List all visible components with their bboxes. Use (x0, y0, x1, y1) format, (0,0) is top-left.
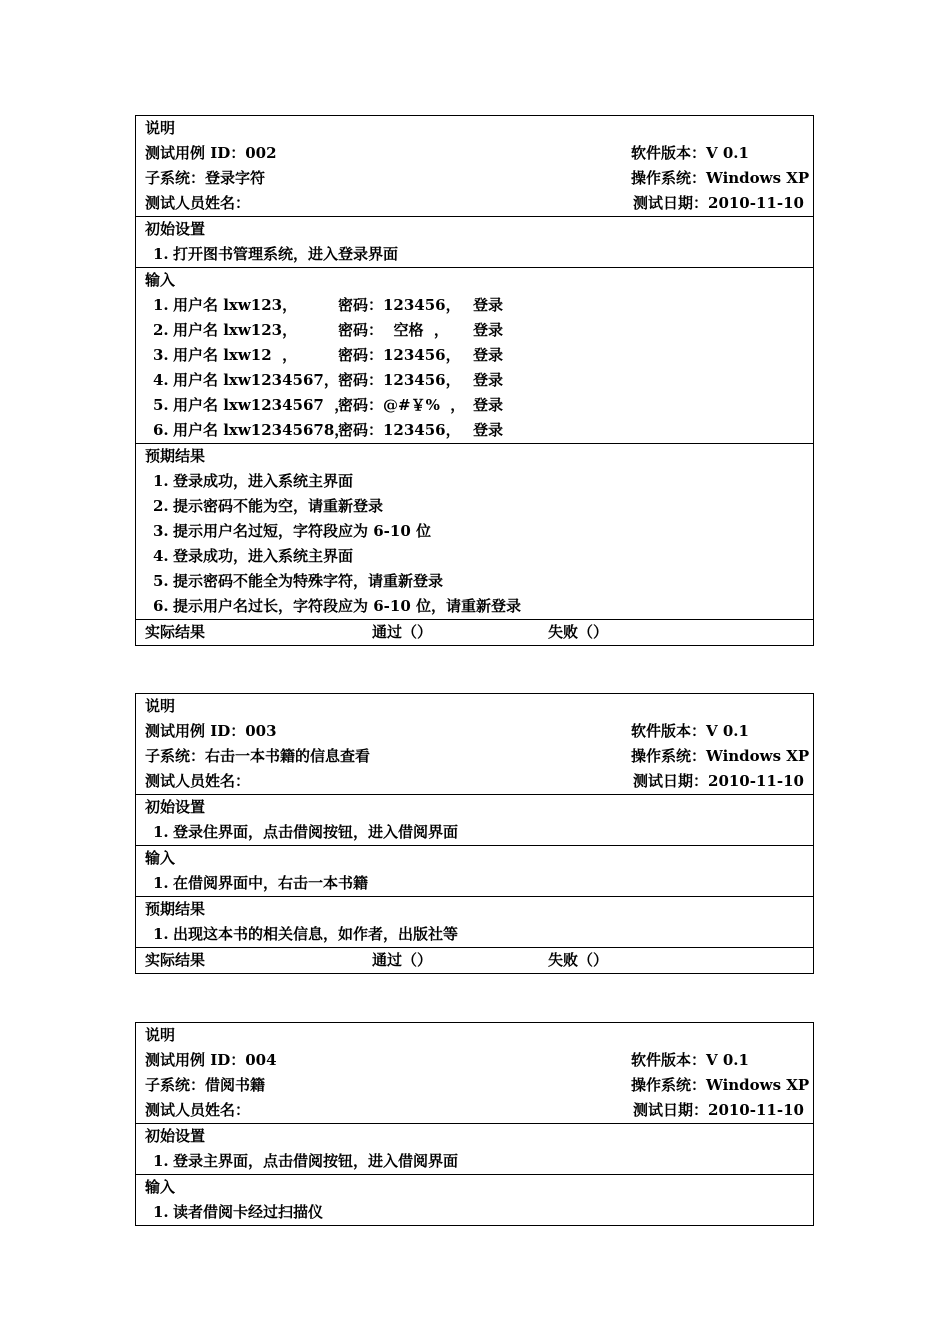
setup-section (136, 216, 813, 267)
input-action: 登录 (473, 371, 504, 389)
list-item: 1. 读者借阅卡经过扫描仪 (153, 1203, 324, 1221)
input-row: 2. 用户名 lxw123， 密码： 空格 ， 登录 (136, 318, 813, 343)
input-password: 密码：123456， (338, 296, 461, 314)
description-section (136, 116, 813, 216)
input-username: 用户名 lxw1234567， (173, 371, 339, 389)
list-item: 4. 登录成功，进入系统主界面 (153, 547, 354, 565)
subsystem: 子系统：登录字符 (145, 169, 266, 187)
software-version: 软件版本：V 0.1 (631, 722, 749, 740)
software-version: 软件版本：V 0.1 (631, 144, 749, 162)
actual-result-section (136, 619, 813, 645)
setup-section (136, 794, 813, 845)
section-title-description: 说明 (145, 119, 176, 137)
fail-checkbox[interactable]: 失败（） (548, 623, 609, 641)
list-item: 1. 登录成功，进入系统主界面 (153, 472, 354, 490)
section-title-input: 输入 (145, 1178, 176, 1196)
input-row: 1. 用户名 lxw123， 密码：123456， 登录 (136, 293, 813, 318)
tester-name: 测试人员姓名： (145, 194, 251, 212)
section-title-description: 说明 (145, 697, 176, 715)
actual-result-section (136, 947, 813, 973)
operating-system: 操作系统：Windows XP (631, 1076, 810, 1094)
list-item: 1. 打开图书管理系统，进入登录界面 (153, 245, 399, 263)
section-title-setup: 初始设置 (145, 1127, 206, 1145)
test-date: 测试日期：2010-11-10 (633, 1101, 804, 1119)
input-action: 登录 (473, 321, 504, 339)
section-title-setup: 初始设置 (145, 220, 206, 238)
section-title-input: 输入 (145, 849, 176, 867)
section-title-expected: 预期结果 (145, 900, 206, 918)
test-date: 测试日期：2010-11-10 (633, 194, 804, 212)
input-password: 密码：123456， (338, 346, 461, 364)
section-title-description: 说明 (145, 1026, 176, 1044)
list-item: 3. 提示用户名过短，字符段应为 6-10 位 (153, 522, 431, 540)
tester-name: 测试人员姓名： (145, 772, 251, 790)
pass-checkbox[interactable]: 通过（） (372, 623, 433, 641)
subsystem: 子系统：借阅书籍 (145, 1076, 266, 1094)
test-case-id: 测试用例 ID：003 (145, 722, 277, 740)
list-item: 1. 登录住界面，点击借阅按钮，进入借阅界面 (153, 823, 459, 841)
software-version: 软件版本：V 0.1 (631, 1051, 749, 1069)
input-row: 5. 用户名 lxw1234567 ，密码：@#￥% ， 登录 (136, 393, 813, 418)
test-date: 测试日期：2010-11-10 (633, 772, 804, 790)
tester-name: 测试人员姓名： (145, 1101, 251, 1119)
input-password: 密码：123456， (338, 421, 461, 439)
setup-section (136, 1123, 813, 1174)
input-row: 4. 用户名 lxw1234567，密码：123456， 登录 (136, 368, 813, 393)
input-username: 用户名 lxw12345678， (173, 421, 350, 439)
input-section (136, 845, 813, 896)
input-password: 密码： 空格 ， (338, 321, 449, 339)
operating-system: 操作系统：Windows XP (631, 747, 810, 765)
input-row: 6. 用户名 lxw12345678，密码：123456， 登录 (136, 418, 813, 443)
input-username: 用户名 lxw12 ， (173, 346, 298, 364)
input-section (136, 267, 813, 443)
input-section (136, 1174, 813, 1225)
test-case-id: 测试用例 ID：002 (145, 144, 277, 162)
input-username: 用户名 lxw123， (173, 321, 298, 339)
test-case-002 (135, 115, 814, 646)
section-title-expected: 预期结果 (145, 447, 206, 465)
test-case-id: 测试用例 ID：004 (145, 1051, 277, 1069)
list-item: 6. 提示用户名过长，字符段应为 6-10 位，请重新登录 (153, 597, 521, 615)
input-action: 登录 (473, 396, 504, 414)
input-action: 登录 (473, 421, 504, 439)
section-title-actual: 实际结果 (145, 951, 206, 969)
list-item: 1. 在借阅界面中，右击一本书籍 (153, 874, 369, 892)
description-section (136, 694, 813, 794)
input-password: 密码：@#￥% ， (338, 396, 466, 414)
section-title-input: 输入 (145, 271, 176, 289)
operating-system: 操作系统：Windows XP (631, 169, 810, 187)
test-case-003 (135, 693, 814, 974)
list-item: 1. 出现这本书的相关信息，如作者，出版社等 (153, 925, 459, 943)
pass-checkbox[interactable]: 通过（） (372, 951, 433, 969)
list-item: 1. 登录主界面，点击借阅按钮，进入借阅界面 (153, 1152, 459, 1170)
input-action: 登录 (473, 296, 504, 314)
list-item: 2. 提示密码不能为空，请重新登录 (153, 497, 384, 515)
input-username: 用户名 lxw1234567 ， (173, 396, 350, 414)
input-action: 登录 (473, 346, 504, 364)
input-row: 3. 用户名 lxw12 ， 密码：123456， 登录 (136, 343, 813, 368)
list-item: 5. 提示密码不能全为特殊字符，请重新登录 (153, 572, 444, 590)
section-title-setup: 初始设置 (145, 798, 206, 816)
description-section (136, 1023, 813, 1123)
fail-checkbox[interactable]: 失败（） (548, 951, 609, 969)
subsystem: 子系统：右击一本书籍的信息查看 (145, 747, 371, 765)
section-title-actual: 实际结果 (145, 623, 206, 641)
input-password: 密码：123456， (338, 371, 461, 389)
expected-section (136, 443, 813, 619)
input-username: 用户名 lxw123， (173, 296, 298, 314)
test-case-004 (135, 1022, 814, 1226)
expected-section (136, 896, 813, 947)
